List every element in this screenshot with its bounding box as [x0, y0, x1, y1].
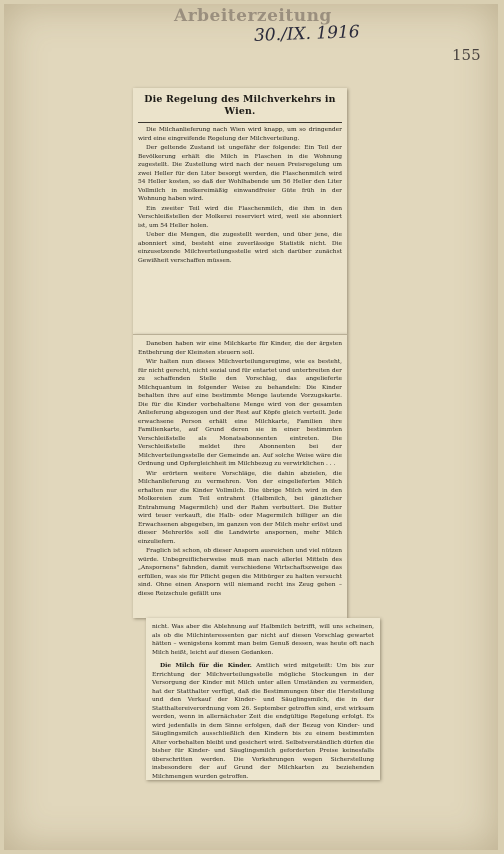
newspaper-stamp: Arbeiterzeitung	[174, 6, 332, 26]
paragraph: Amtlich wird mitgeteilt: Um bis zur Errichtung der Milchverteilungsstelle mögliche Stockungen in der Versorgung der Kinder mit Milch unter allen Umständen zu vermeiden, hat der Statthalter verfügt, daß die Bestimmungen über die Herstellung und den Verkauf der Kinder- und Säuglingsmilch, die in der Statthaltereiverordnung vom 26. September getroffen sind, erst wirksam werden, wenn in allernächster Zeit die endgültige Regelung erfolgt. Es wird jedenfalls in dem Sinne erfolgen, daß der Bezug von Kinder- und Säuglingsmilch ausschließlich den Kindern bis zu einem bestimmten Alter vorbehalten bleibt und gesichert wird. Selbstverständlich dürfen die bisher für Kinder- und Säuglingsmilch geforderten Preise keinesfalls überschritten werden. Die Vorkehrungen wegen Sicherstellung insbesondere der auf Grund der Milchkarten zu beziehenden Milchmengen wurden getroffen.	[152, 663, 375, 780]
paragraph: nicht. Was aber die Ablehnung auf Halbmilch betrifft, will uns scheinen, als ob die Milchinteressenten gar nicht auf diesen Vorschlag gewartet hätten – wenigstens kommt man beim Genuß dessen, was heute oft nach Milch heißt, leicht auf diesen Gedanken.	[152, 624, 374, 656]
paragraph: Wir halten nun dieses Milchverteilungsregime, wie es besteht, für nicht gerecht, nicht sozial und für entartet und unterbreiten der zu schaffenden Stelle den Vorschlag, das angelieferte Milchquantum in folgender Weise zu behandeln: Die Kinder behalten ihre auf eine bestimmte Menge lautende Vorzugskarte. Die für die Kinder vorbehaltene Menge wird von der gesamten Anlieferung abgezogen und der Rest auf Köpfe gleich verteilt. Jede erwachsene Person erhält eine Milchkarte, Familien ihre Familienkarte, auf Grund deren sie in einer bestimmten Verschleißstelle als Monatsabonnenten eintreten. Die Verschleißstelle meldet ihre Abonnenten bei der Milchverteilungsstelle der Gemeinde an. Auf solche Weise wäre die Ordnung und Opfergleichheit im Milchbezug zu verwirklichen . . .	[138, 359, 342, 467]
page-number: 155	[452, 46, 481, 64]
clipping-part-3	[146, 618, 380, 780]
paragraph: Die Milchanlieferung nach Wien wird knapp, um so dringender wird eine eingreifende Regelung der Milchverteilung.	[138, 127, 342, 142]
paragraph: Ueber die Mengen, die zugestellt werden, und über jene, die abonniert sind, besteht eine zuverlässige Statistik nicht. Die einzusetzende Milchverteilungsstelle wird sich darüber zunächst Gewißheit verschaffen müssen.	[138, 232, 342, 264]
paragraph: Daneben haben wir eine Milchkarte für Kinder, die der ärgsten Entbehrung der Kleinsten steuern soll.	[138, 341, 342, 356]
paragraph: Der geltende Zustand ist ungefähr der folgende: Ein Teil der Bevölkerung erhält die Milch in Flaschen in die Wohnung zugestellt. Die Zustellung wird nach der neuen Preisregelung um zwei Heller für den Liter besorgt werden, die Flaschenmilch wird 54 Heller kosten, so daß der Wohlhabende um 56 Heller den Liter Vollmilch in molkereimäßig einwandfreier Güte früh in der Wohnung haben wird.	[138, 145, 342, 202]
paragraph: Wir erörtern weitere Vorschläge, die dahin abzielen, die Milchanlieferung zu vermehren. Von der eingelieferten Milch erhalten nur die Kinder Vollmilch. Die übrige Milch wird in den Molkereien zum Teil entrahmt (Halbmilch, bei gänzlicher Entrahmung Magermilch) und der Rahm verbuttert. Die Butter wird teuer verkauft, die Halb- oder Magermilch billiger an die Erwachsenen abgegeben, im ganzen von der Milch mehr erlöst und dieser Mehrerlös soll die Landwirte anspornen, mehr Milch einzuliefern.	[138, 470, 342, 545]
headline-rule	[138, 122, 342, 123]
clipping-part-2	[133, 334, 347, 618]
clipping-seam	[133, 334, 347, 335]
paragraph: Ein zweiter Teil wird die Flaschenmilch, die ihm in den Verschleißstellen der Molkerei reserviert wird, weil sie abonniert ist, um 54 Heller holen.	[138, 205, 342, 229]
paragraph: Fraglich ist schon, ob dieser Ansporn ausreichen und viel nützen würde. Unbegreiflicherweise muß man nach allerlei Mitteln des „Anspornens" fahnden, damit verschiedene Wirtschaftszweige das erfüllen, was sie für Pflicht gegen die Mitbürger zu halten versucht sind. Ohne einen Ansporn will niemand recht ins Zeug gehen – diese Reizschule gefällt uns	[138, 548, 342, 597]
handwritten-date: 30./IX. 1916	[253, 22, 360, 46]
subheading: Die Milch für die Kinder.	[160, 662, 252, 669]
article-headline: Die Regelung des Milchverkehrs in Wien.	[144, 94, 336, 117]
clipping-part-1	[133, 88, 347, 334]
